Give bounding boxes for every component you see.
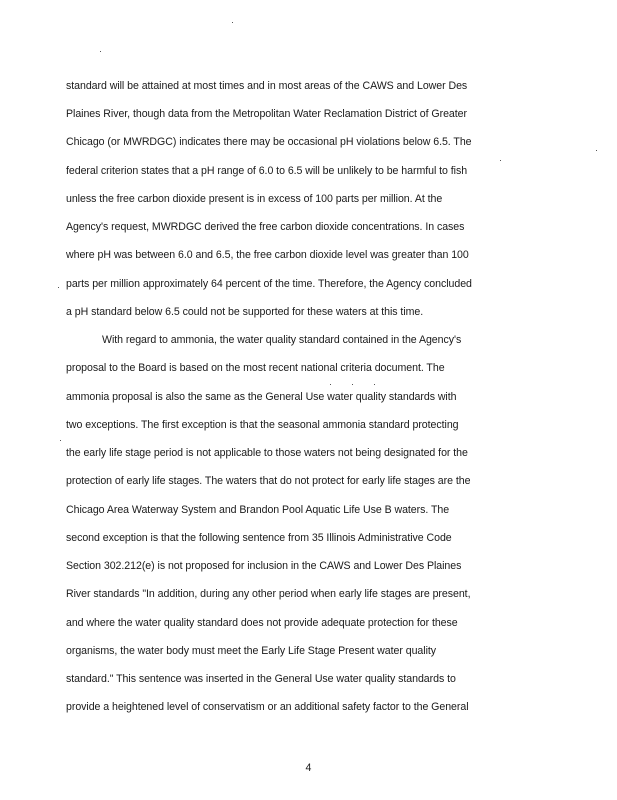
scan-speck xyxy=(232,22,233,23)
text-line: Section 302.212(e) is not proposed for inclusion in the CAWS and Lower Des Plaines xyxy=(66,560,462,572)
text-line: provide a heightened level of conservatism or an additional safety factor to the General xyxy=(66,701,469,713)
scan-speck xyxy=(58,287,59,288)
text-line: standard will be attained at most times and in most areas of the CAWS and Lower Des xyxy=(66,80,468,92)
text-line: Chicago (or MWRDGC) indicates there may be occasional pH violations below 6.5. The xyxy=(66,136,472,148)
text-line: ammonia proposal is also the same as the General Use water quality standards with xyxy=(66,391,457,403)
text-line: second exception is that the following sentence from 35 Illinois Administrative Code xyxy=(66,532,452,544)
text-line: River standards "In addition, during any other period when early life stages are present, xyxy=(66,588,471,600)
scan-speck xyxy=(500,160,501,161)
scan-speck xyxy=(374,384,375,385)
text-line: organisms, the water body must meet the Early Life Stage Present water quality xyxy=(66,645,437,657)
text-line: unless the free carbon dioxide present is in excess of 100 parts per million. At the xyxy=(66,193,443,205)
text-line: standard." This sentence was inserted in the General Use water quality standards to xyxy=(66,673,456,685)
paragraph-first-line: With regard to ammonia, the water quality standard contained in the Agency's xyxy=(102,334,462,346)
scan-speck xyxy=(596,150,597,151)
scan-speck xyxy=(60,440,61,441)
text-line: federal criterion states that a pH range of 6.0 to 6.5 will be unlikely to be harmful to fish xyxy=(66,165,468,177)
text-line: Agency's request, MWRDGC derived the free carbon dioxide concentrations. In cases xyxy=(66,221,465,233)
text-line: and where the water quality standard does not provide adequate protection for these xyxy=(66,617,458,629)
scan-speck xyxy=(100,51,101,52)
text-line: a pH standard below 6.5 could not be supported for these waters at this time. xyxy=(66,306,424,318)
scan-speck xyxy=(352,384,353,385)
text-line: two exceptions. The first exception is that the seasonal ammonia standard protecting xyxy=(66,419,459,431)
scan-speck xyxy=(330,384,331,385)
page-number: 4 xyxy=(305,762,312,774)
text-line: parts per million approximately 64 percent of the time. Therefore, the Agency concluded xyxy=(66,278,472,290)
text-line: Plaines River, though data from the Metropolitan Water Reclamation District of Greater xyxy=(66,108,467,120)
text-line: Chicago Area Waterway System and Brandon Pool Aquatic Life Use B waters. The xyxy=(66,504,450,516)
text-line: proposal to the Board is based on the most recent national criteria document. The xyxy=(66,362,445,374)
text-line: the early life stage period is not applicable to those waters not being designated for the xyxy=(66,447,468,459)
text-line: protection of early life stages. The waters that do not protect for early life stages are the xyxy=(66,475,471,487)
text-line: where pH was between 6.0 and 6.5, the free carbon dioxide level was greater than 100 xyxy=(66,249,469,261)
